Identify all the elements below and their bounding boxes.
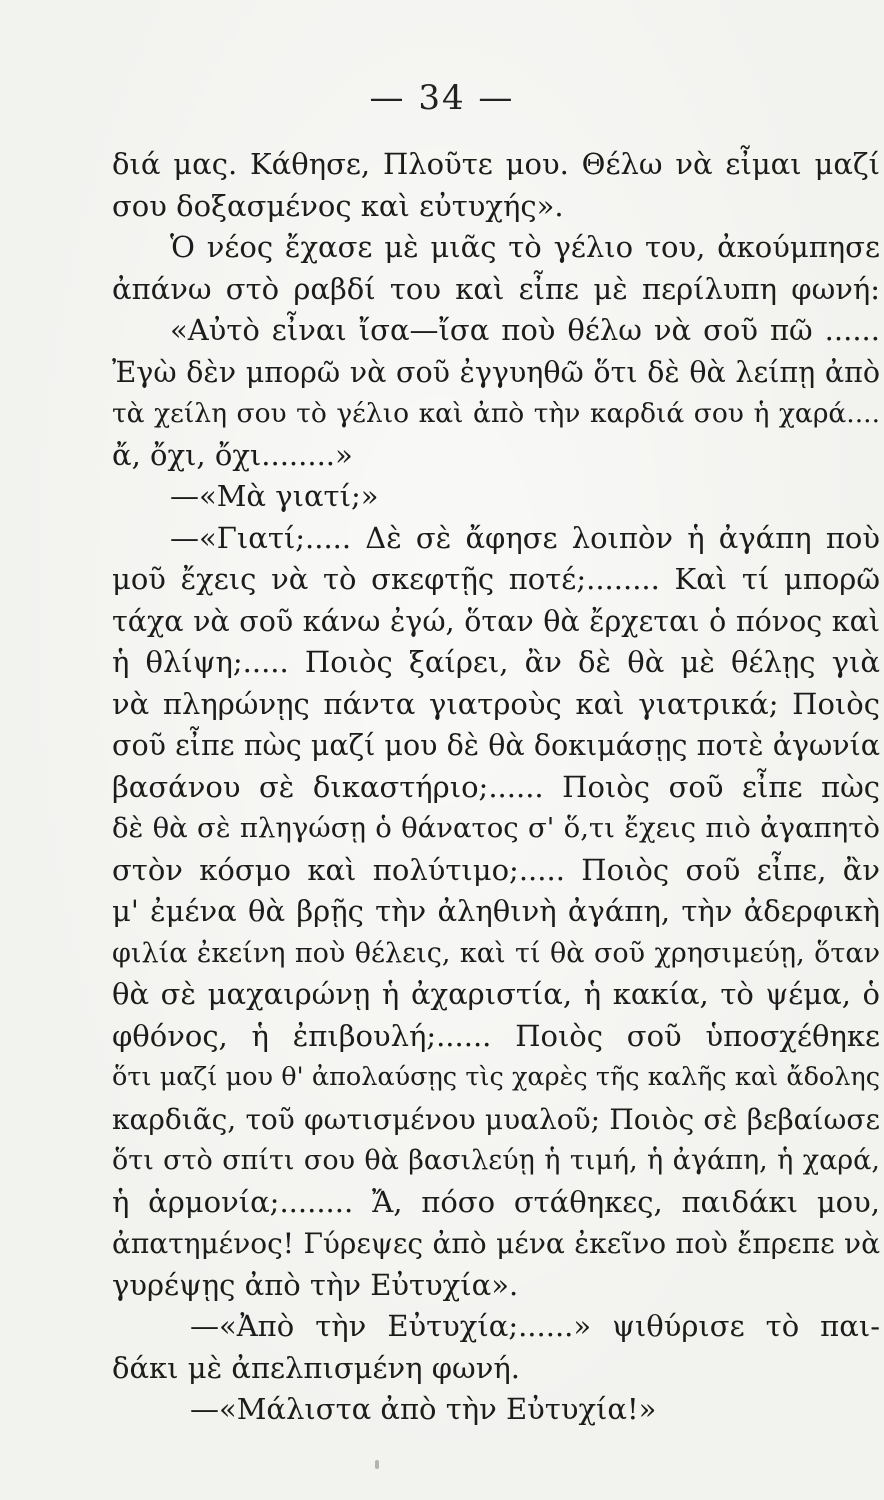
text-line: τὰ χείλη σου τὸ γέλιο καὶ ἀπὸ τὴν καρδιά σου ἡ χαρά....	[112, 398, 880, 429]
text-line: καρδιᾶς, τοῦ φωτισμένου μυαλοῦ; Ποιὸς σὲ βεβαίωσε	[112, 1102, 880, 1136]
text-line: διά μας. Κάθησε, Πλοῦτε μου. Θέλω νὰ εἶμαι μαζί	[112, 147, 880, 181]
text-line: δάκι μὲ ἀπελπισμένη φωνή.	[112, 1350, 520, 1385]
text-line: φθόνος, ἡ ἐπιβουλή;...... Ποιὸς σοῦ ὑποσχέθηκε	[112, 1018, 880, 1053]
text-line: ἀπατημένος! Γύρεψες ἀπὸ μένα ἐκεῖνο ποὺ ἔπρεπε νὰ	[112, 1227, 880, 1260]
text-line: ὅτι μαζί μου θ' ἀπολαύσῃς τὶς χαρὲς τῆς καλῆς καὶ ἄδολης	[112, 1062, 880, 1092]
text-line: δὲ θὰ σὲ πληγώσῃ ὁ θάνατος σ' ὅ,τι ἔχεις πιὸ ἀγαπητὸ	[112, 812, 880, 844]
text-line: νὰ πληρώνῃς πάντα γιατροὺς καὶ γιατρικά; Ποιὸς	[112, 686, 880, 721]
text-line: βασάνου σὲ δικαστήριο;...... Ποιὸς σοῦ εἶπε πὼς	[112, 769, 880, 804]
text-line: —«Μὰ γιατί;»	[170, 479, 379, 513]
body-text	[112, 144, 880, 1431]
text-line: σοῦ εἶπε πὼς μαζί μου δὲ θὰ δοκιμάσῃς ποτὲ ἀγωνία	[112, 729, 880, 762]
text-line: —«Ἀπὸ τὴν Εὐτυχία;......» ψιθύρισε τὸ παι-	[190, 1309, 880, 1343]
text-line: γυρέψῃς ἀπὸ τὴν Εὐτυχία».	[112, 1267, 519, 1302]
text-line: —«Γιατί;..... Δὲ σὲ ἄφησε λοιπὸν ἡ ἀγάπη ποὺ	[170, 520, 880, 555]
text-line: Ἐγὼ δὲν μπορῶ νὰ σοῦ ἐγγυηθῶ ὅτι δὲ θὰ λείπῃ ἀπὸ	[112, 355, 880, 389]
text-line: ὅτι στὸ σπίτι σου θὰ βασιλεύῃ ἡ τιμή, ἡ ἀγάπη, ἡ χαρά,	[112, 1145, 880, 1176]
text-line: ἡ ἁρμονία;........ Ἄ, πόσο στάθηκες, παιδάκι μου,	[112, 1184, 880, 1219]
text-line: σου δοξασμένος καὶ εὐτυχής».	[112, 188, 564, 223]
paper-speck	[375, 1460, 379, 1469]
text-line: Ὁ νέος ἔχασε μὲ μιᾶς τὸ γέλιο του, ἀκούμπησε	[170, 230, 880, 264]
text-line: τάχα νὰ σοῦ κάνω ἐγώ, ὅταν θὰ ἔρχεται ὁ πόνος καὶ	[112, 604, 880, 638]
text-line: ἄ, ὄχι, ὄχι........»	[112, 437, 353, 472]
text-line: ἀπάνω στὸ ραβδί του καὶ εἶπε μὲ περίλυπη φωνή:	[112, 271, 880, 306]
text-line: «Αὐτὸ εἶναι ἴσα—ἴσα ποὺ θέλω νὰ σοῦ πῶ ......	[170, 313, 880, 347]
text-line: φιλία ἐκείνη ποὺ θέλεις, καὶ τί θὰ σοῦ χρησιμεύῃ, ὅταν	[112, 937, 880, 969]
text-line: ἡ θλίψη;..... Ποιὸς ξαίρει, ἂν δὲ θὰ μὲ θέλῃς γιὰ	[112, 645, 880, 679]
text-line: θὰ σὲ μαχαιρώνῃ ἡ ἀχαριστία, ἡ κακία, τὸ ψέμα, ὁ	[112, 977, 880, 1011]
text-line: —«Μάλιστα ἀπὸ τὴν Εὐτυχία!»	[190, 1392, 657, 1426]
text-line: μ' ἐμένα θὰ βρῇς τὴν ἀληθινὴ ἀγάπη, τὴν ἀδερφικὴ	[112, 894, 880, 928]
text-line: στὸν κόσμο καὶ πολύτιμο;..... Ποιὸς σοῦ εἶπε, ἂν	[112, 852, 880, 887]
page-number: — 34 —	[369, 78, 515, 118]
text-line: μοῦ ἔχεις νὰ τὸ σκεφτῇς ποτέ;........ Καὶ τί μπορῶ	[112, 562, 880, 596]
